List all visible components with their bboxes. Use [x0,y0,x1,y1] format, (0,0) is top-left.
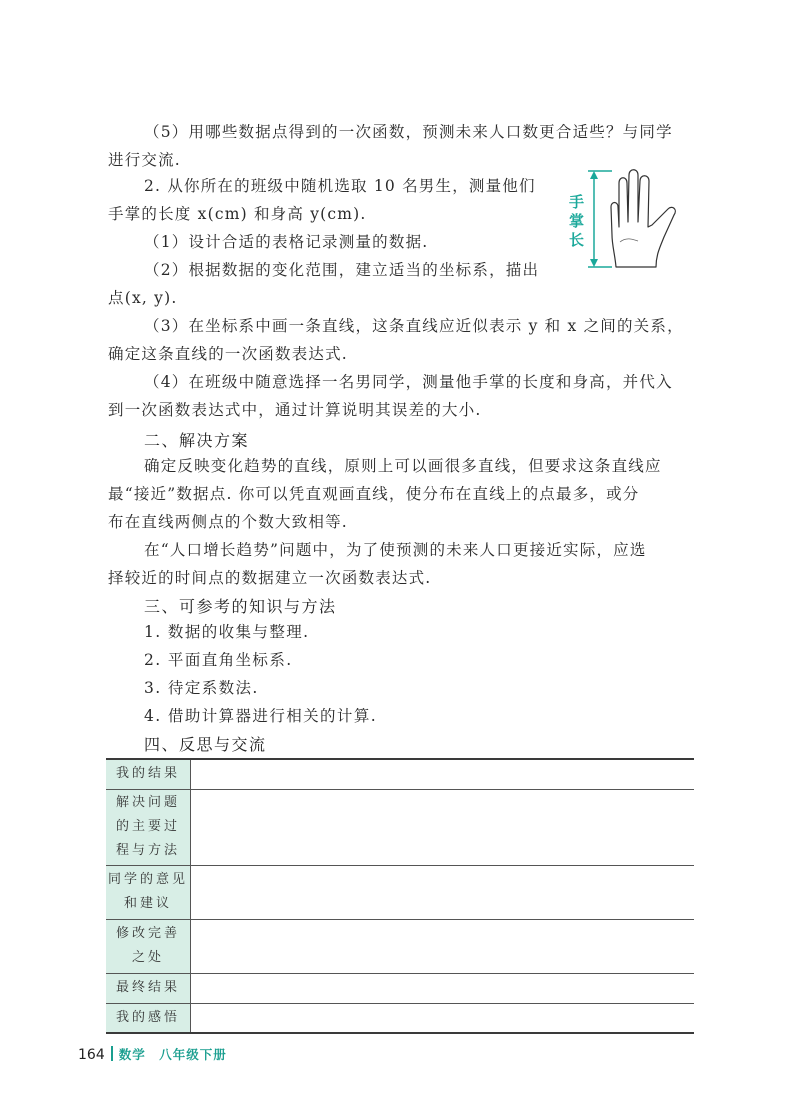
paragraph-step4-line2: 到一次函数表达式中，通过计算说明其误差的大小. [108,401,482,419]
table-row-label: 同学的意见 和建议 [106,865,191,919]
table-row-label: 修改完善 之处 [106,919,191,973]
page-footer [78,1044,227,1063]
table-answer-cell[interactable] [191,1003,695,1033]
table-row-label: 我的结果 [106,759,191,789]
solution-line-1: 确定反映变化趋势的直线，原则上可以画很多直线，但要求这条直线应 [144,457,662,475]
hand-length-label: 手掌长 [569,193,585,249]
paragraph-step4-line1: （4）在班级中随意选择一名男同学，测量他手掌的长度和身高，并代入 [144,373,673,391]
table-row [106,789,694,865]
paragraph-step2-line1: （2）根据数据的变化范围，建立适当的坐标系，描出 [144,261,540,279]
reflection-table [106,758,694,1034]
table-row [106,919,694,973]
method-item-1: 1. 数据的收集与整理. [144,623,310,641]
table-row [106,1003,694,1033]
table-row-label: 最终结果 [106,973,191,1003]
paragraph-task2-line2: 手掌的长度 x(cm) 和身高 y(cm). [108,205,367,223]
solution-line-2: 最“接近”数据点. 你可以凭直观画直线，使分布在直线上的点最多，或分 [108,485,640,503]
table-answer-cell[interactable] [191,919,695,973]
solution-line-3: 布在直线两侧点的个数大致相等. [108,513,348,531]
method-item-3: 3. 待定系数法. [144,679,259,697]
method-item-2: 2. 平面直角坐标系. [144,651,293,669]
table-answer-cell[interactable] [191,759,695,789]
section-heading-reflection: 四、反思与交流 [144,735,267,754]
paragraph-step3-line2: 确定这条直线的一次函数表达式. [108,345,348,363]
footer-divider [111,1046,113,1061]
table-row-label: 我的感悟 [106,1003,191,1033]
method-item-4: 4. 借助计算器进行相关的计算. [144,707,378,725]
paragraph-q5-line1: （5）用哪些数据点得到的一次函数，预测未来人口数更合适些？与同学 [144,123,673,141]
paragraph-q5-line2: 进行交流. [108,151,181,169]
table-row-label: 解决问题 的主要过 程与方法 [106,789,191,865]
table-answer-cell[interactable] [191,789,695,865]
table-row [106,973,694,1003]
book-title: 数学 八年级下册 [118,1047,227,1062]
table-answer-cell[interactable] [191,973,695,1003]
section-heading-solution: 二、解决方案 [144,431,250,450]
table-answer-cell[interactable] [191,865,695,919]
paragraph-step2-line2: 点(x, y). [108,289,178,307]
paragraph-task2-line1: 2. 从你所在的班级中随机选取 10 名男生，测量他们 [144,177,536,195]
page-number: 164 [78,1047,105,1063]
section-heading-methods: 三、可参考的知识与方法 [144,597,337,616]
solution-line-4: 在“人口增长趋势”问题中，为了使预测的未来人口更接近实际，应选 [144,541,647,559]
solution-line-5: 择较近的时间点的数据建立一次函数表达式. [108,569,432,587]
table-row [106,759,694,789]
paragraph-step3-line1: （3）在坐标系中画一条直线，这条直线应近似表示 y 和 x 之间的关系， [144,317,684,335]
table-row [106,865,694,919]
paragraph-step1: （1）设计合适的表格记录测量的数据. [144,233,429,251]
